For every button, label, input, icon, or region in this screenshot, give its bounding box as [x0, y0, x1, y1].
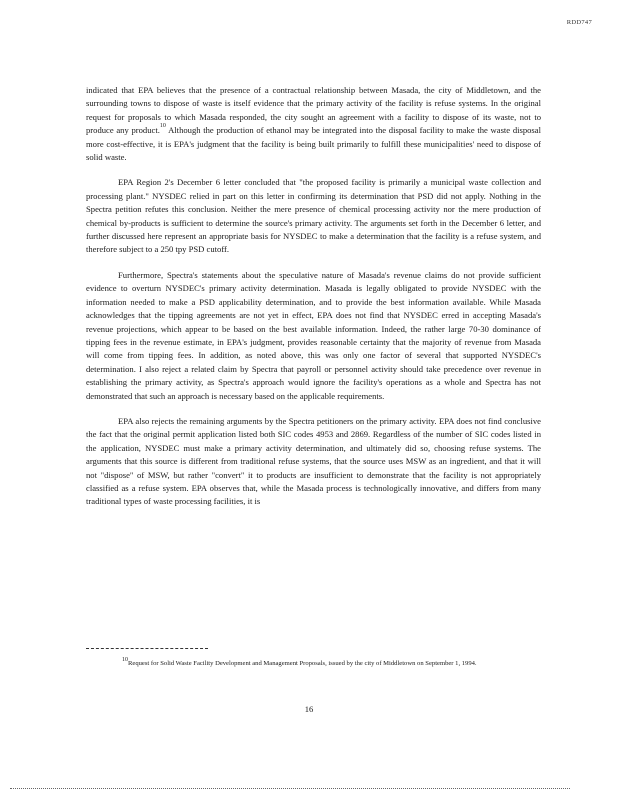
paragraph-1 — [86, 84, 541, 164]
document-body — [86, 84, 541, 521]
footnote-reference: 10 — [159, 123, 166, 130]
scan-edge-line — [10, 788, 570, 789]
footnote-text: Request for Solid Waste Facility Development and Management Proposals, issued by the city of Middletown on September 1, 1994. — [128, 660, 477, 667]
paragraph-3: Furthermore, Spectra's statements about the speculative nature of Masada's revenue claims do not provide sufficient evidence to overturn NYSDEC's primary activity determination. Masada is legally obligated to provide NYSDEC with the information needed to make a PSD applicability determination, and to provide the best information available. While Masada acknowledges that the tipping agreements are not yet in effect, EPA does not find that NYSDEC erred in accepting Masada's revenue projections, which appear to be based on the best available information. Indeed, the rather large 70-30 dominance of tipping fees in the revenue estimate, in EPA's judgment, provides reasonable certainty that the majority of revenue from Masada will come from tipping fees. In addition, as noted above, this was only one factor of several that supported NYSDEC's determination. I also reject a related claim by Spectra that payroll or personnel activity should take precedence over revenue in establishing the primary activity, as Spectra's approach would ignore the facility's operations as a whole and Spectra has not demonstrated that such an approach is necessary based on the applicable requirements. — [86, 269, 541, 401]
footnote-marker: 10 — [122, 657, 128, 663]
page-number: 16 — [304, 704, 314, 714]
paragraph-1-text: indicated that EPA believes that the presence of a contractual relationship between Masada, the city of Middletown, and the surrounding towns to dispose of waste is itself evidence that the primary activity of the facility is refuse systems. In the original request for proposals to which Masada responded, the city sought an agreement with a facility to dispose of its waste, not to produce any product. — [86, 85, 541, 136]
footnote — [86, 658, 541, 670]
paragraph-2: EPA Region 2's December 6 letter concluded that "the proposed facility is primarily a municipal waste collection and processing plant." NYSDEC relied in part on this letter in confirming its determination that PSD did not apply. Nothing in the Spectra petition refutes this conclusion. Neither the mere presence of chemical processing activity nor the mere production of chemical by-products is sufficient to determine the source's primary activity. The arguments set forth in the December 6 letter, and further discussed here represent an appropriate basis for NYSDEC to make a determination that the facility is a refuse system, and therefore subject to a 250 tpy PSD cutoff. — [86, 177, 541, 255]
paragraph-1-continuation: Although the production of ethanol may be integrated into the disposal facility to make the waste disposal more cost-effective, it is EPA's judgment that the facility is being built primarily to fulfill these municipalities' need to dispose of solid waste. — [86, 125, 541, 163]
footnote-divider — [86, 648, 208, 649]
paragraph-4: EPA also rejects the remaining arguments by the Spectra petitioners on the primary activity. EPA does not find conclusive the fact that the original permit application listed both SIC codes 4953 and 2869. Regardless of the number of SIC codes listed in the application, NYSDEC must make a primary activity determination, and ultimately did so, choosing refuse systems. The arguments that this source is different from traditional refuse systems, that the source uses MSW as an ingredient, and that it will not "dispose" of MSW, but rather "convert" it to products are insufficient to demonstrate that the facility is not appropriately classified as a refuse system. EPA observes that, while the Masada process is technologically innovative, and differs from many traditional types of waste processing facilities, it is — [86, 415, 541, 507]
document-id: RDD747 — [566, 19, 592, 26]
